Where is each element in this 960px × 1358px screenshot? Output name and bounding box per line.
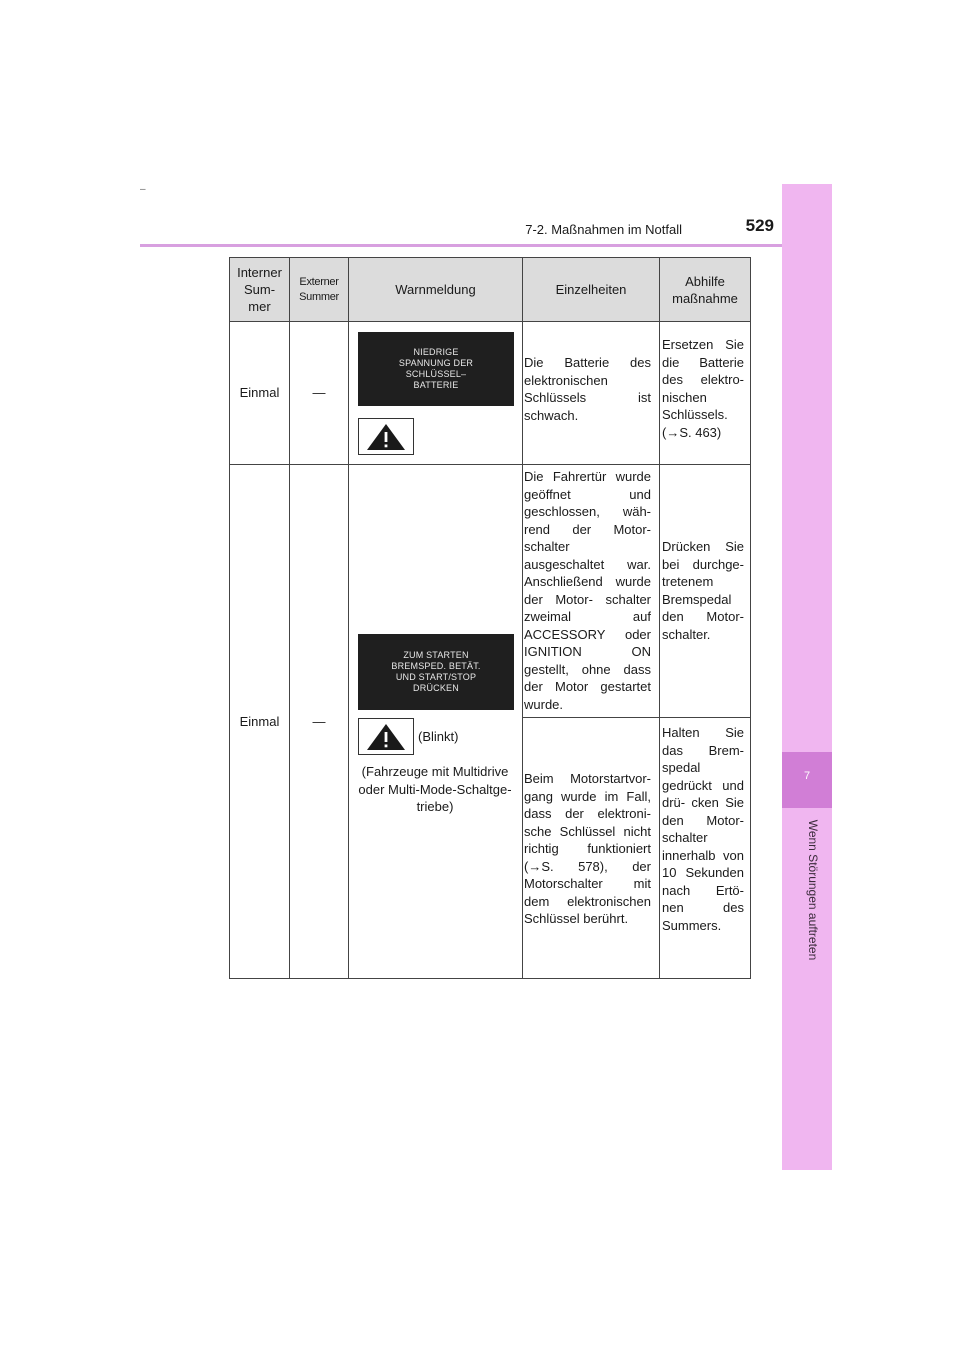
row1-external: — (312, 385, 326, 401)
row2-blink-label: (Blinkt) (418, 729, 459, 744)
header-details: Einzelheiten (555, 282, 627, 297)
chapter-title: Wenn Störungen auftreten (806, 819, 820, 961)
header-warning-message: Warnmeldung (395, 282, 476, 297)
warning-triangle-icon (365, 722, 407, 752)
row2-warning-icon-box (358, 718, 414, 755)
header-divider (140, 244, 832, 247)
header-internal-buzzer: Interner Sum- mer (237, 265, 282, 314)
header-remedy: Abhilfe maßnahme (672, 273, 738, 306)
row2a-details: Die Fahrertür wurde geöffnet und geschlossen, wäh- rend der Motor- schalter ausgeschaltet war. Anschließend wurde der Motor- schalter zweimal auf ACCESSORY oder IGNITION ON gestellt, ohne dass der Motor gestartet wurde. (524, 469, 651, 712)
row2b-details: Beim Motorstartvor- gang wurde im Fall, dass der elektroni- sche Schlüssel nicht richtig funktioniert (→S. 578), der Motorschalter mit dem elektronischen Schlüssel berührt. (524, 771, 651, 926)
row1-internal: Einmal (239, 385, 280, 401)
row1-display-message: NIEDRIGE SPANNUNG DER SCHLÜSSEL– BATTERIE (358, 332, 514, 406)
warning-triangle-icon (365, 422, 407, 452)
header-external-buzzer: Externer Summer (299, 275, 339, 303)
row2-internal: Einmal (239, 713, 280, 729)
row2-vehicle-note: (Fahrzeuge mit Multidrive oder Multi-Mode-Schaltge- triebe) (358, 764, 512, 814)
chapter-number: 7 (803, 770, 811, 782)
row1-details: Die Batterie des elektronischen Schlüssels ist schwach. (524, 355, 651, 423)
warning-table (229, 257, 751, 979)
chapter-side-tab[interactable] (782, 184, 832, 1170)
page-number: 529 (745, 216, 774, 235)
header-dash: – (140, 184, 146, 195)
row2-display-message: ZUM STARTEN BREMSPED. BETÄT. UND START/STOP DRÜCKEN (358, 634, 514, 710)
row2b-remedy: Halten Sie das Brem- spedal gedrückt und drü- cken Sie den Motor- schalter innerhalb von 10 Sekunden nach Ertö- nen des Summers. (662, 725, 744, 933)
row1-warning-icon-box (358, 418, 414, 455)
row1-remedy: Ersetzen Sie die Batterie des elektro- nischen Schlüssels. (→S. 463) (662, 337, 744, 440)
section-title: 7-2. Maßnahmen im Notfall (525, 222, 682, 237)
row2-external: — (312, 713, 326, 729)
row2a-remedy: Drücken Sie bei durchge- tretenem Bremspedal den Motor- schalter. (662, 539, 744, 642)
